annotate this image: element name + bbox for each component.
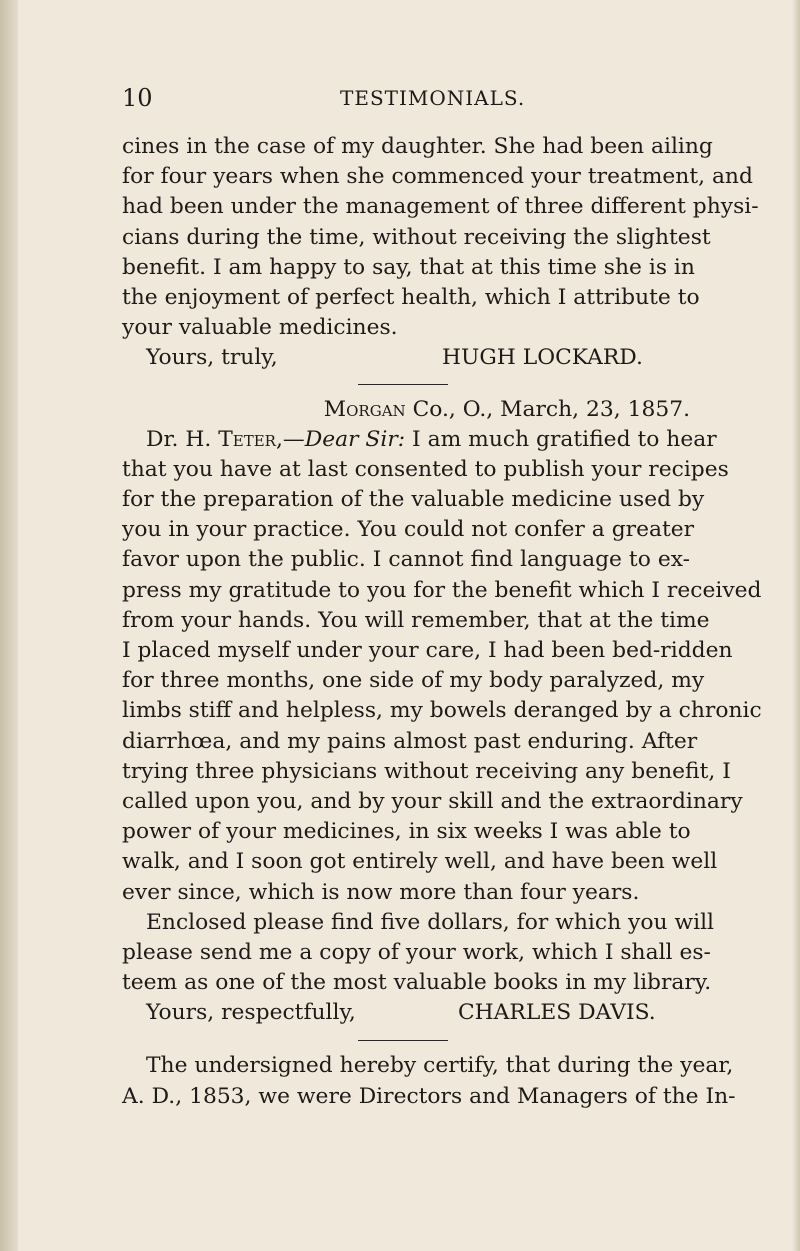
text-line: press my gratitude to you for the benefit which I received <box>122 577 762 603</box>
salutation-dash: ,— <box>275 426 305 452</box>
text-line: favor upon the public. I cannot find language to ex- <box>122 547 690 573</box>
text-line: for the preparation of the valuable medicine used by <box>122 487 705 513</box>
text-line: I placed myself under your care, I had been bed-ridden <box>122 638 733 663</box>
text-line: the enjoyment of perfect health, which I attribute to <box>122 284 700 310</box>
text-line: had been under the management of three different physi- <box>122 194 759 220</box>
text-line: cines in the case of my daughter. She had been ailing <box>122 134 713 159</box>
text-line: for three months, one side of my body paralyzed, my <box>122 668 705 694</box>
closing: Yours, respectfully, <box>146 1000 356 1026</box>
letter-directors <box>122 1051 736 1111</box>
text-line: limbs stiff and helpless, my bowels deranged by a chronic <box>122 698 762 724</box>
text-line: walk, and I soon got entirely well, and have been well <box>122 849 718 875</box>
salutation <box>122 425 717 455</box>
text-line: benefit. I am happy to say, that at this time she is in <box>122 254 695 280</box>
dateline-rest: Co., O., March, 23, 1857. <box>405 396 690 422</box>
text-line: called upon you, and by your skill and the extraordinary <box>122 788 743 814</box>
text-line: diarrhœa, and my pains almost past enduring. After <box>122 728 698 754</box>
text-line: from your hands. You will remember, that at the time <box>122 607 710 633</box>
text-line: The undersigned hereby certify, that during the year, <box>146 1053 734 1079</box>
running-head: TESTIMONIALS. <box>340 86 526 110</box>
salutation-name: Teter <box>218 426 276 452</box>
text-line: A. D., 1853, we were Directors and Managers of the In- <box>122 1083 736 1109</box>
text-line: cians during the time, without receiving the slightest <box>122 224 711 250</box>
text-line: you in your practice. You could not confer a greater <box>122 517 695 543</box>
signature-line <box>122 998 690 1028</box>
text-line: please send me a copy of your work, which I shall es- <box>122 939 711 965</box>
letter-davis <box>122 395 762 1029</box>
salutation-rest: I am much gratified to hear <box>405 426 717 452</box>
text-line: ever since, which is now more than four years. <box>122 879 640 905</box>
page-gutter <box>0 0 18 1251</box>
text-line: Enclosed please find five dollars, for which you will <box>146 909 715 935</box>
section-divider <box>358 384 448 385</box>
section-divider <box>358 1040 448 1041</box>
text-line: power of your medicines, in six weeks I was able to <box>122 819 691 845</box>
text-line: for four years when she commenced your treatment, and <box>122 164 753 190</box>
page-body <box>122 132 762 1112</box>
text-line: trying three physicians without receiving any benefit, I <box>122 758 731 784</box>
closing: Yours, truly, <box>146 345 278 371</box>
salutation-prefix: Dr. H. <box>146 426 219 452</box>
dateline-place: Morgan <box>323 396 406 422</box>
signature: HUGH LOCKARD. <box>442 345 643 371</box>
page-edge <box>792 0 800 1251</box>
signature: CHARLES DAVIS. <box>458 1000 656 1026</box>
page-header <box>122 84 682 118</box>
dateline <box>122 395 690 425</box>
text-line: teem as one of the most valuable books in my library. <box>122 970 712 996</box>
text-line: your valuable medicines. <box>122 315 398 341</box>
letter-lockard <box>122 132 759 374</box>
text-line: that you have at last consented to publish your recipes <box>122 456 729 482</box>
page-number: 10 <box>122 84 153 112</box>
signature-line <box>122 343 690 373</box>
salutation-greeting: Dear Sir: <box>304 426 406 452</box>
